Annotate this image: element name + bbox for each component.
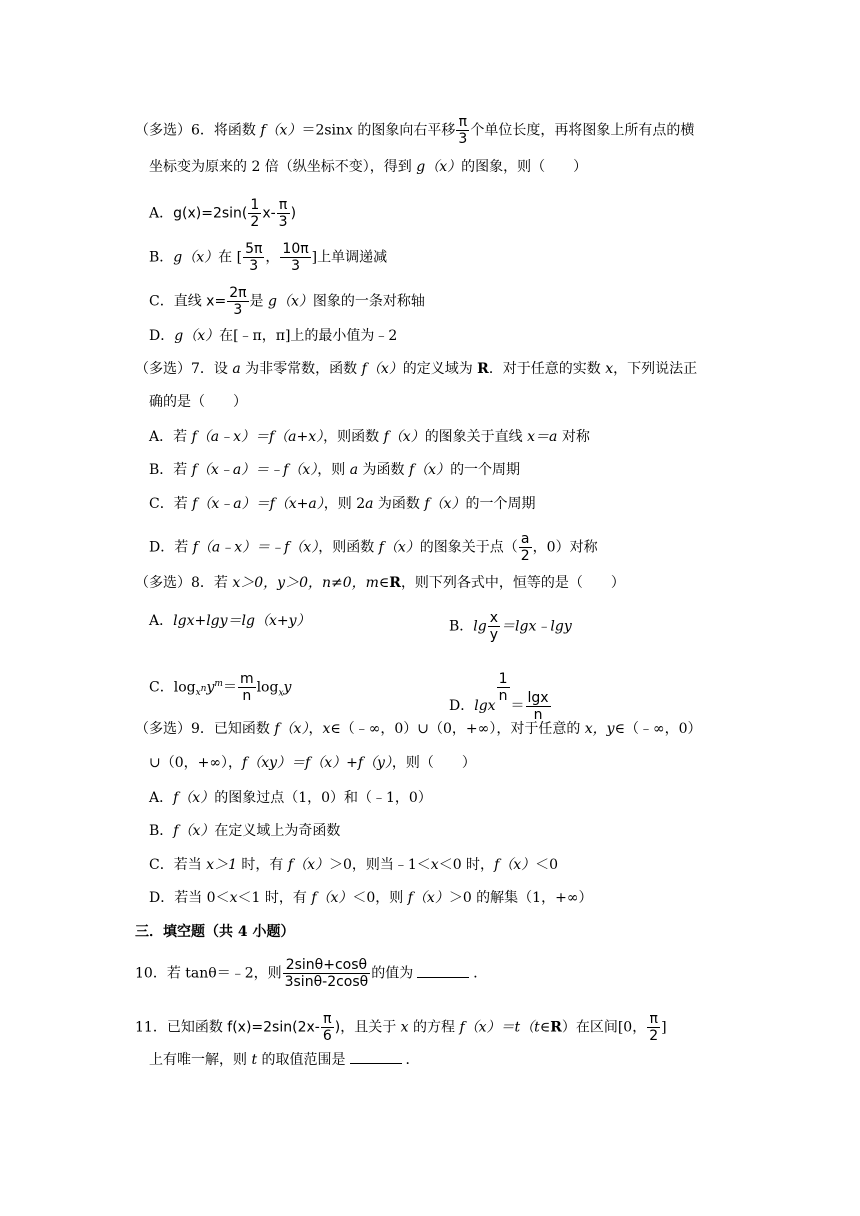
fraction-numerator: π <box>277 198 290 214</box>
fraction <box>243 242 264 273</box>
text-segment: ， <box>265 249 280 266</box>
text-segment: f（x） <box>260 122 302 139</box>
text-segment: ) <box>334 1019 341 1036</box>
text-segment: a <box>365 496 374 512</box>
text-segment: A． <box>149 429 174 445</box>
text-segment <box>195 684 207 699</box>
fraction <box>248 198 261 229</box>
text-segment: B． <box>149 462 174 478</box>
text-segment: 在 [ <box>218 249 243 266</box>
fraction-numerator: 10π <box>282 241 309 257</box>
text-segment: f（x） <box>173 823 215 839</box>
text-segment: ∪（0，+∞）， <box>149 755 243 771</box>
fraction-numerator: π <box>647 1012 660 1028</box>
fraction-numerator: π <box>321 1012 334 1028</box>
fraction-denominator: 3 <box>458 131 468 147</box>
text-segment: 若 <box>173 496 193 512</box>
text-segment: ，则下列各式中，恒等的是（ ） <box>400 575 625 591</box>
text-segment: 设 <box>213 361 233 377</box>
text-segment: f（a﹣x）＝f（a+x） <box>191 429 324 445</box>
text-segment: a <box>232 361 241 377</box>
fraction <box>519 532 532 563</box>
fraction <box>277 198 290 229</box>
text-segment: g（x） <box>173 249 219 266</box>
text-segment: ）在区间[0， <box>561 1019 647 1036</box>
text-segment: 的值为 <box>371 965 414 982</box>
fraction-denominator: 3 <box>249 258 259 274</box>
fraction-denominator: 3sinθ-2cosθ <box>284 974 369 990</box>
text-segment: 为函数 <box>373 496 425 512</box>
text-segment: f（x﹣a）＝﹣f（x） <box>191 462 318 478</box>
text-segment: x，y <box>584 721 615 737</box>
text-segment: f（x） <box>378 539 420 556</box>
q6-line-2 <box>149 157 587 177</box>
fraction-denominator: n <box>533 706 543 723</box>
text-segment: f（x） <box>424 496 466 512</box>
q8-option-c[interactable] <box>149 671 292 704</box>
q8-tag: （多选）8． <box>135 575 214 591</box>
text-segment: 11． <box>135 1019 167 1036</box>
fraction-denominator: n <box>242 688 252 704</box>
text-segment: C． <box>149 679 174 696</box>
text-segment: C． <box>149 496 174 512</box>
fraction <box>283 958 371 989</box>
fraction-numerator: m <box>239 671 254 687</box>
text-segment: x＞0，y＞0，n≠0，m∈ <box>232 575 390 591</box>
text-segment: f（a﹣x）＝﹣f（x） <box>192 539 319 556</box>
fraction-numerator: 1 <box>250 197 260 213</box>
fraction <box>526 691 551 722</box>
text-segment: ＝lgx﹣lgy <box>501 618 572 635</box>
fraction-denominator: 2 <box>520 548 530 564</box>
text-segment: ) <box>290 205 297 222</box>
text-segment: A． <box>149 790 174 806</box>
text-segment: f（x） <box>383 429 425 445</box>
text-segment: ，且关于 <box>340 1019 401 1036</box>
q6-option-d[interactable] <box>149 326 397 346</box>
text-segment: ． <box>473 965 488 982</box>
text-segment: log <box>256 679 279 696</box>
fraction <box>488 611 500 642</box>
text-segment: lgx+lgy＝lg（x+y） <box>173 613 311 629</box>
text-segment: 若当 0＜ <box>174 890 230 906</box>
text-segment: 是 <box>249 293 268 310</box>
fraction-denominator: 3 <box>291 258 300 274</box>
q7-option-a[interactable] <box>149 427 590 447</box>
text-segment: ＜0，则 <box>352 890 408 906</box>
text-segment: 对称 <box>557 429 590 445</box>
q9-option-b[interactable] <box>149 821 340 841</box>
text-segment: 在[﹣π，π]上的最小值为﹣2 <box>219 328 398 344</box>
text-segment: lgx <box>474 698 496 714</box>
text-segment: 若 <box>173 462 192 478</box>
q8-option-d[interactable] <box>449 671 552 723</box>
q7-option-d[interactable] <box>149 531 598 564</box>
text-segment: ] <box>661 1019 667 1036</box>
q8-option-a[interactable] <box>149 611 311 631</box>
text-segment: f（x） <box>287 857 329 873</box>
text-segment: 的图象关于点（ <box>419 539 518 556</box>
text-segment: x <box>195 688 201 699</box>
q6-option-c[interactable] <box>149 285 425 318</box>
text-segment: ． <box>405 1052 420 1068</box>
text-segment: ∈（﹣∞，0） <box>614 721 702 737</box>
text-segment: ．对于任意的实数 <box>488 361 606 377</box>
q11-line-1 <box>135 1011 667 1044</box>
text-segment: 的图象向右平移 <box>352 122 456 139</box>
q7-tag: （多选）7． <box>135 361 214 377</box>
fraction-denominator: 2 <box>250 214 260 230</box>
text-segment: ＝ <box>510 698 525 714</box>
text-segment: ＞0 的解集（1，+∞） <box>448 890 593 906</box>
text-segment: 若当 <box>173 857 207 873</box>
fraction-numerator: x <box>489 610 499 626</box>
text-segment: 确的是（ ） <box>149 394 247 410</box>
text-segment: f（x） <box>494 857 536 873</box>
text-segment: B． <box>449 618 474 635</box>
text-segment: R <box>477 361 489 377</box>
text-segment: 若 <box>174 539 193 556</box>
text-segment: A． <box>149 613 174 629</box>
fraction-numerator: lgx <box>527 689 549 706</box>
text-segment: 的方程 <box>408 1019 460 1036</box>
text-segment: 直线 <box>173 293 207 310</box>
text-segment: ＝2sin <box>301 122 346 139</box>
text-segment: 个单位长度，再将图象上所有点的横 <box>470 122 695 139</box>
text-segment: B． <box>149 823 174 839</box>
q6-option-b[interactable] <box>149 241 388 274</box>
text-segment: a <box>349 462 359 478</box>
text-segment: lg <box>473 618 487 635</box>
text-segment: ∈（﹣∞，0）∪（0，+∞），对于任意的 <box>330 721 585 737</box>
text-segment: f（xy）＝f（x）+f（y） <box>242 755 392 771</box>
text-segment: f（x） <box>274 721 309 737</box>
fraction-denominator: 3 <box>233 302 243 318</box>
text-segment: 若 <box>213 575 233 591</box>
text-segment: f（x） <box>361 361 403 377</box>
text-segment: 10． <box>135 965 167 982</box>
text-segment: ，下列说法正 <box>613 361 698 377</box>
fraction-numerator: 2π <box>229 285 247 301</box>
text-segment: C． <box>149 293 174 310</box>
text-segment: 坐标变为原来的 2 倍（纵坐标不变），得到 <box>149 159 417 175</box>
text-segment: 已知函数 <box>166 1019 228 1036</box>
q8-line-1 <box>135 573 625 593</box>
q9-option-c[interactable] <box>149 855 558 875</box>
q7-option-b[interactable] <box>149 460 520 480</box>
q11-answer-blank[interactable] <box>350 1051 402 1064</box>
text-segment: x＞1 <box>206 857 237 873</box>
q7-line-2 <box>149 392 247 412</box>
text-segment: ＞0，则当﹣1＜ <box>328 857 431 873</box>
fraction-numerator: 1 <box>498 671 508 687</box>
fraction-numerator: π <box>456 115 469 131</box>
fraction-denominator: 3 <box>278 214 288 230</box>
text-segment: ，则 2 <box>323 496 366 512</box>
fraction-denominator: 6 <box>322 1028 332 1044</box>
text-segment: ＝ <box>222 679 237 696</box>
q9-tag: （多选）9． <box>135 721 214 737</box>
text-segment: ，则 <box>317 462 350 478</box>
text-segment: x <box>400 1019 409 1036</box>
text-segment: 为非零常数，函数 <box>240 361 362 377</box>
text-segment: 的图象关于直线 <box>424 429 528 445</box>
text-segment: t <box>251 1052 258 1068</box>
text-segment: 的图象过点（1，0）和（﹣1，0） <box>214 790 432 806</box>
text-segment: g（x） <box>267 293 313 310</box>
text-segment: 的一个周期 <box>450 462 521 478</box>
text-segment: D． <box>149 890 175 906</box>
text-segment: ＜1 时，有 <box>237 890 312 906</box>
q6-option-a[interactable] <box>149 197 297 230</box>
text-segment: ，则（ ） <box>391 755 476 771</box>
text-segment: 为函数 <box>358 462 409 478</box>
text-segment: 将函数 <box>213 122 261 139</box>
text-segment: ，0）对称 <box>532 539 598 556</box>
fraction-denominator: 2 <box>649 1028 659 1044</box>
text-segment: f（x） <box>408 462 451 478</box>
text-segment: 已知函数 <box>213 721 275 737</box>
text-segment: ，则函数 <box>323 429 384 445</box>
q6-line-1 <box>135 114 695 147</box>
text-segment: log <box>173 679 196 696</box>
text-segment: x <box>345 122 353 139</box>
text-segment: A． <box>149 205 174 222</box>
q9-option-a[interactable] <box>149 788 432 808</box>
q6-tag: （多选）6． <box>135 122 214 139</box>
text-segment: n <box>200 684 207 695</box>
q7-option-c[interactable] <box>149 494 535 514</box>
q11-line-2 <box>149 1050 420 1070</box>
text-segment: f（x） <box>311 890 353 906</box>
fraction-denominator: y <box>489 627 499 643</box>
text-segment: x <box>278 688 284 699</box>
q9-option-d[interactable] <box>149 888 593 908</box>
text-segment: 时，有 <box>236 857 288 873</box>
text-segment: R <box>389 575 401 591</box>
text-segment: x= <box>206 293 227 310</box>
fraction <box>497 672 510 703</box>
text-segment: x <box>322 721 331 737</box>
text-segment: y <box>283 679 292 696</box>
text-segment: D． <box>149 539 175 556</box>
text-segment: x <box>229 890 238 906</box>
text-segment: m <box>214 678 223 689</box>
q9-line-2 <box>149 753 476 773</box>
q10-answer-blank[interactable] <box>417 965 469 978</box>
text-segment: D． <box>149 328 175 344</box>
fraction-numerator: a <box>519 532 532 548</box>
fraction-denominator: n <box>498 688 508 704</box>
text-segment: g（x） <box>416 159 462 175</box>
text-segment: 若 <box>173 429 192 445</box>
text-segment: ＜0 <box>535 857 559 873</box>
text-segment: x＝a <box>527 429 558 445</box>
fraction <box>321 1012 334 1043</box>
text-segment: f（x）＝t（t∈ <box>459 1019 551 1036</box>
text-segment: 上有唯一解，则 <box>149 1052 252 1068</box>
text-segment: ，则函数 <box>318 539 379 556</box>
fraction <box>238 672 256 703</box>
text-segment: R <box>550 1019 562 1036</box>
text-segment: y <box>206 679 215 696</box>
text-segment: 图象的一条对称轴 <box>312 293 425 310</box>
fraction <box>280 242 310 273</box>
fraction-numerator: 2sinθ+cosθ <box>283 958 371 974</box>
fraction <box>227 286 248 317</box>
text-segment: 若 tanθ＝﹣2，则 <box>166 965 282 982</box>
section-heading: 三．填空题（共 4 小题） <box>135 924 295 940</box>
text-segment: 的图象，则（ ） <box>461 159 588 175</box>
text-segment: C． <box>149 857 174 873</box>
text-segment: ， <box>308 721 323 737</box>
fraction <box>647 1012 660 1043</box>
text-segment: B． <box>149 249 174 266</box>
text-segment: ＜0 时， <box>438 857 495 873</box>
q9-line-1 <box>135 719 702 739</box>
text-segment: ]上单调递减 <box>311 249 388 266</box>
text-segment: f（x﹣a）＝f（x+a） <box>192 496 324 512</box>
text-segment: 的取值范围是 <box>257 1052 346 1068</box>
text-segment: 在定义域上为奇函数 <box>214 823 341 839</box>
text-segment: x- <box>262 205 276 222</box>
text-segment: D． <box>449 698 475 714</box>
text-segment: f(x)=2sin(2x- <box>227 1019 320 1036</box>
text-segment: x <box>430 857 439 873</box>
fraction-pi-over-3 <box>456 115 469 146</box>
text-segment: 的定义域为 <box>402 361 478 377</box>
text-segment: g(x)=2sin( <box>173 205 248 222</box>
fraction-numerator: 5π <box>245 241 263 257</box>
text-segment: 的一个周期 <box>465 496 536 512</box>
text-segment: f（x） <box>173 790 215 806</box>
text-segment: x <box>605 361 614 377</box>
q8-option-b[interactable] <box>449 610 572 643</box>
text-segment: g（x） <box>174 328 220 344</box>
text-segment: f（x） <box>407 890 449 906</box>
q7-line-1 <box>135 359 697 379</box>
